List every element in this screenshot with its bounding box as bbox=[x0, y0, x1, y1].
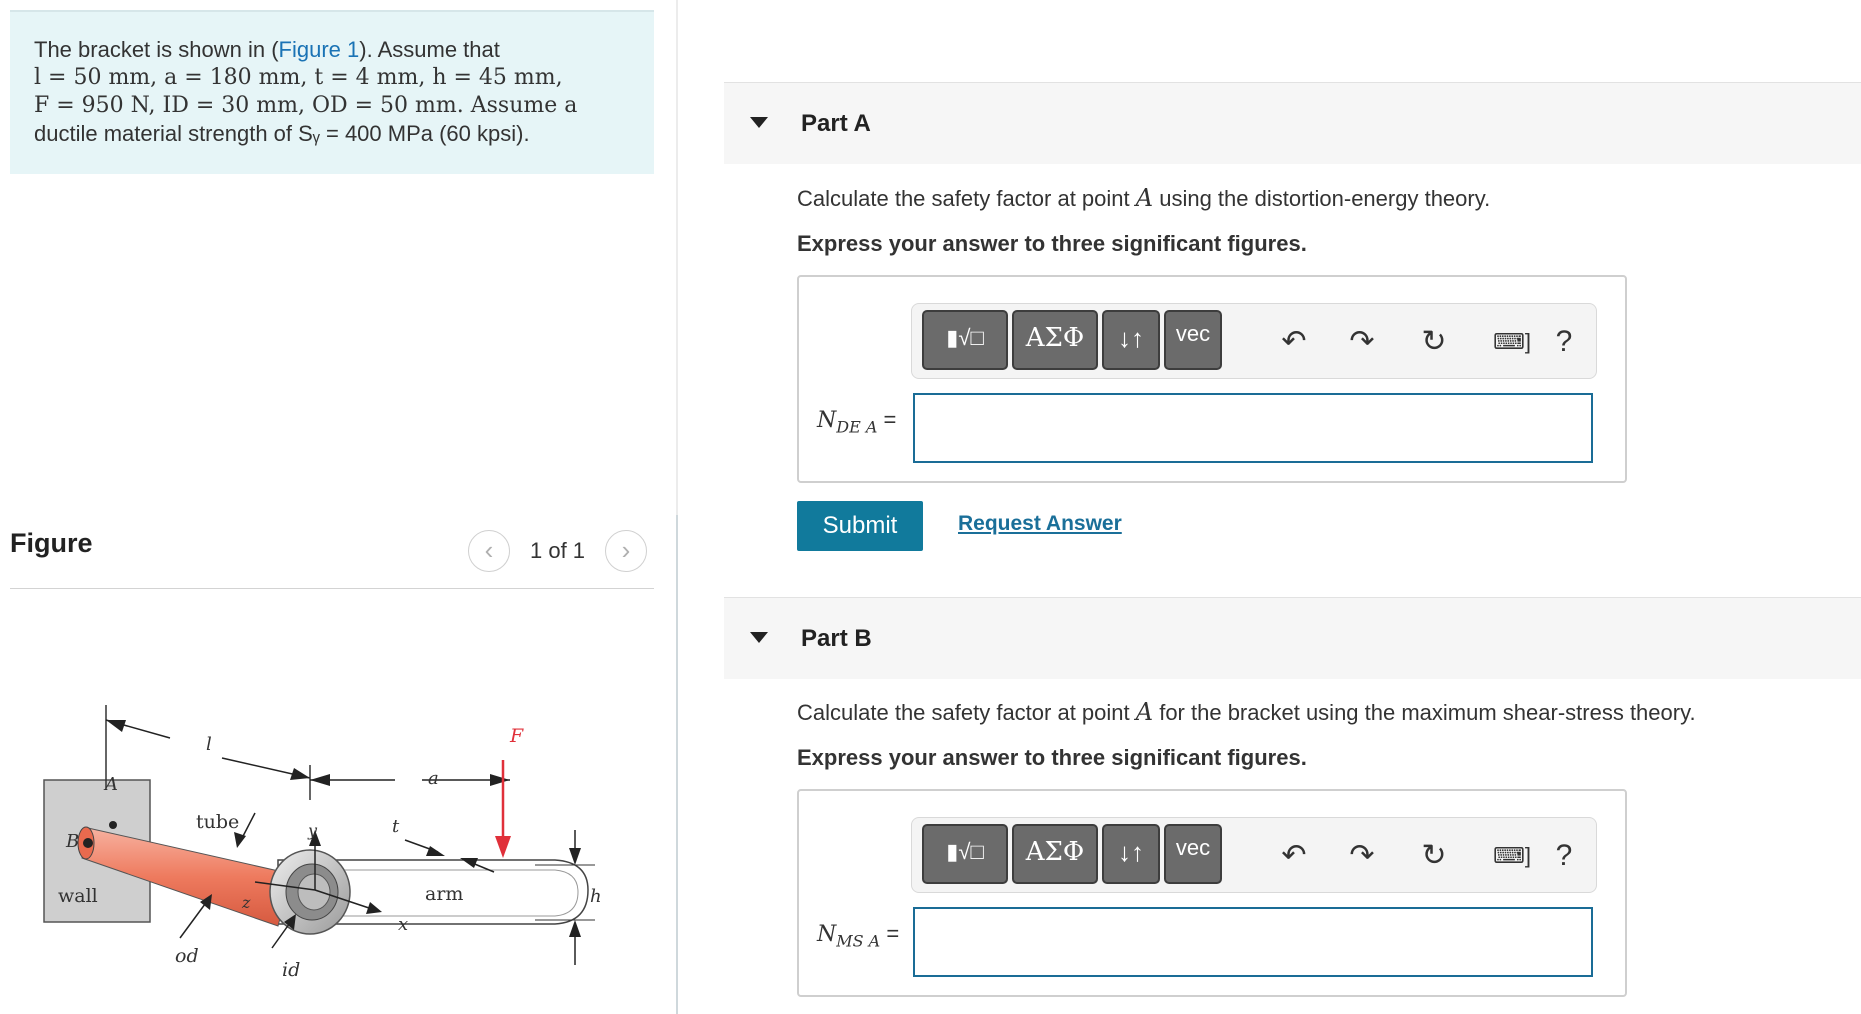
problem-line-3: F = 950 N, ID = 30 mm, OD = 50 mm. Assume a bbox=[34, 93, 578, 118]
bracket-figure bbox=[10, 590, 654, 1014]
problem-line-2: l = 50 mm, a = 180 mm, t = 4 mm, h = 45 mm, bbox=[34, 65, 563, 90]
figure-link[interactable]: Figure 1 bbox=[278, 37, 360, 62]
subscript-superscript-button[interactable]: ↓↑ bbox=[1102, 310, 1160, 370]
label-od: od bbox=[175, 945, 199, 967]
problem-line-4: ductile material strength of Sᵧ = 400 MPa (60 kpsi). bbox=[34, 121, 530, 146]
label-force: F bbox=[510, 725, 524, 747]
label-a-dim: a bbox=[428, 768, 439, 789]
label-l: l bbox=[206, 734, 212, 755]
figure-title: Figure bbox=[10, 528, 93, 558]
vector-button[interactable]: vec bbox=[1164, 310, 1222, 370]
request-answer-link[interactable]: Request Answer bbox=[958, 512, 1122, 535]
part-a-answer-input[interactable] bbox=[913, 393, 1593, 463]
label-h: h bbox=[590, 886, 602, 907]
submit-button[interactable]: Submit bbox=[797, 501, 923, 551]
redo-icon[interactable]: ↷ bbox=[1349, 325, 1375, 358]
greek-button[interactable]: ΑΣΦ bbox=[1012, 824, 1098, 884]
reset-icon[interactable]: ↻ bbox=[1421, 325, 1447, 358]
help-button[interactable]: ? bbox=[1555, 839, 1573, 872]
label-a-point: A bbox=[105, 774, 118, 795]
templates-button[interactable] bbox=[922, 310, 1008, 370]
label-tube: tube bbox=[196, 811, 240, 833]
collapse-triangle-icon bbox=[750, 632, 768, 643]
column-divider-accent bbox=[676, 515, 678, 1014]
next-figure-button[interactable] bbox=[605, 530, 647, 572]
chevron-left-icon: ‹ bbox=[484, 535, 494, 565]
vector-button[interactable]: vec bbox=[1164, 824, 1222, 884]
subscript-superscript-button[interactable]: ↓↑ bbox=[1102, 824, 1160, 884]
part-a-answer-box bbox=[797, 275, 1627, 483]
label-z: z bbox=[242, 893, 251, 912]
part-a-math-toolbar bbox=[911, 303, 1597, 379]
part-a-title: Part A bbox=[801, 110, 871, 137]
part-b-answer-input[interactable] bbox=[913, 907, 1593, 977]
part-a-variable-label: $N_{DE A}$ = bbox=[817, 407, 897, 437]
templates-icon: ▮√□ bbox=[946, 325, 984, 350]
templates-button[interactable] bbox=[922, 824, 1008, 884]
part-b-variable-label: $N_{MS A}$ = bbox=[817, 921, 900, 951]
label-t: t bbox=[392, 816, 400, 837]
label-b-point: B bbox=[66, 831, 80, 852]
templates-icon: ▮√□ bbox=[946, 839, 984, 864]
part-b-title: Part B bbox=[801, 625, 872, 652]
part-b-question: Calculate the safety factor at point A for the bracket using the maximum shear-stress theory. bbox=[797, 698, 1696, 726]
problem-statement bbox=[10, 10, 654, 174]
part-a-question: Calculate the safety factor at point A using the distortion-energy theory. bbox=[797, 184, 1491, 212]
reset-icon[interactable]: ↻ bbox=[1421, 839, 1447, 872]
part-b-instruction: Express your answer to three significant figures. bbox=[797, 745, 1307, 770]
figure-header bbox=[10, 520, 654, 589]
problem-line-1: The bracket is shown in (Figure 1). Assume that bbox=[34, 37, 500, 62]
keyboard-icon[interactable]: ⌨] bbox=[1493, 843, 1531, 868]
undo-icon[interactable]: ↶ bbox=[1281, 325, 1307, 358]
previous-figure-button[interactable] bbox=[468, 530, 510, 572]
point-a-marker bbox=[109, 821, 117, 829]
chevron-right-icon: › bbox=[621, 535, 631, 565]
undo-icon[interactable]: ↶ bbox=[1281, 839, 1307, 872]
label-wall: wall bbox=[58, 885, 98, 907]
label-arm: arm bbox=[425, 883, 464, 905]
keyboard-icon[interactable]: ⌨] bbox=[1493, 329, 1531, 354]
point-b-marker bbox=[83, 838, 93, 848]
part-b-answer-box bbox=[797, 789, 1627, 997]
greek-button[interactable]: ΑΣΦ bbox=[1012, 310, 1098, 370]
part-b-header[interactable] bbox=[724, 597, 1861, 679]
redo-icon[interactable]: ↷ bbox=[1349, 839, 1375, 872]
part-a-instruction: Express your answer to three significant figures. bbox=[797, 231, 1307, 256]
help-button[interactable]: ? bbox=[1555, 325, 1573, 358]
part-a-header[interactable] bbox=[724, 82, 1861, 164]
label-id: id bbox=[282, 959, 301, 981]
label-x: x bbox=[398, 914, 409, 935]
collapse-triangle-icon bbox=[750, 117, 768, 128]
part-b-math-toolbar bbox=[911, 817, 1597, 893]
label-y: y bbox=[308, 821, 318, 840]
figure-counter: 1 of 1 bbox=[530, 538, 586, 563]
